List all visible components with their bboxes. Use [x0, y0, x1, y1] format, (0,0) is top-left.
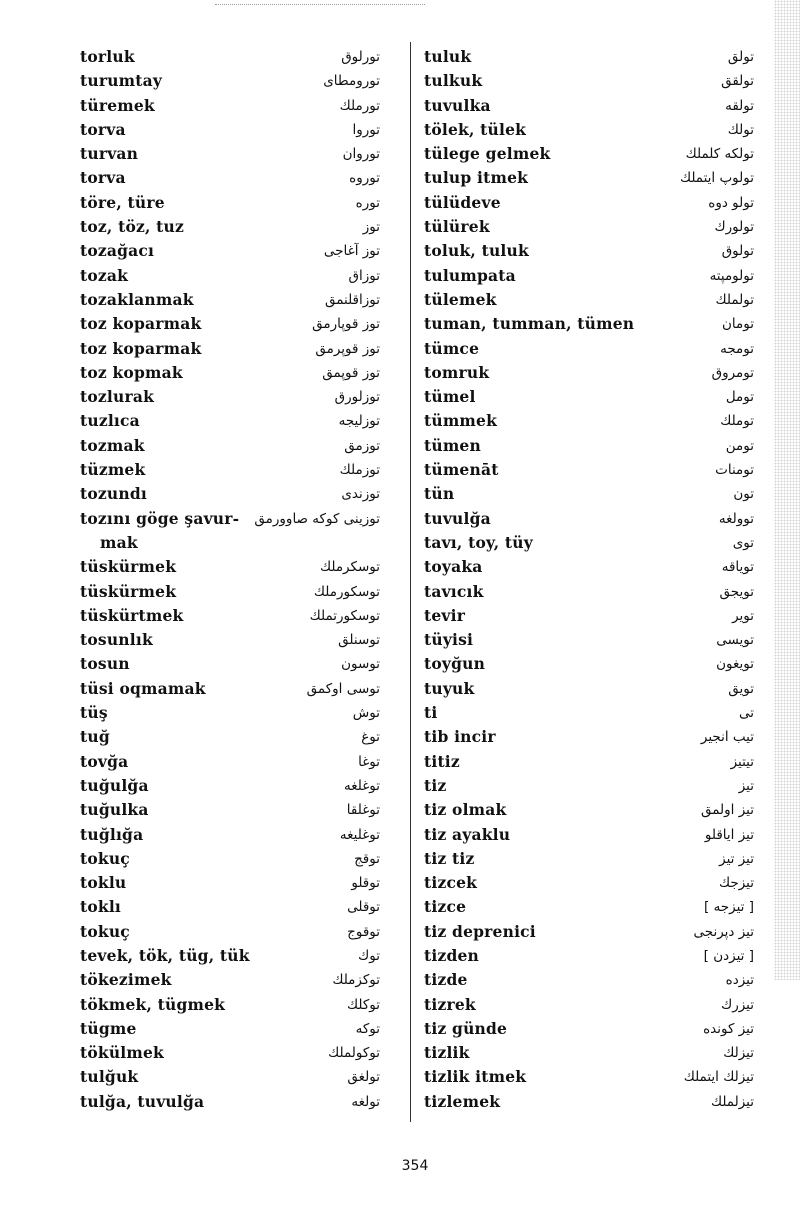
dictionary-entry — [80, 1065, 380, 1089]
entry-transliteration: tökezimek — [80, 970, 172, 990]
entry-transliteration: tizrek — [424, 994, 476, 1014]
dictionary-entry — [80, 920, 380, 944]
entry-transliteration: toklu — [80, 873, 127, 893]
entry-ottoman-script: توقج — [354, 850, 380, 867]
dictionary-entry — [424, 142, 754, 166]
dictionary-entry — [424, 45, 754, 69]
entry-ottoman-script: تولقه — [725, 97, 754, 114]
dictionary-entry — [80, 701, 380, 725]
entry-transliteration: tuğ — [80, 727, 110, 747]
entry-ottoman-script: تیز — [738, 777, 754, 794]
dictionary-entry — [80, 1041, 380, 1065]
dictionary-entry — [80, 555, 380, 579]
dictionary-entry — [80, 750, 380, 774]
entry-ottoman-script: تیز ایاقلو — [704, 826, 754, 843]
entry-transliteration: turumtay — [80, 71, 163, 91]
entry-ottoman-script: توز قوپمق — [322, 364, 380, 381]
dictionary-entry — [424, 580, 754, 604]
entry-ottoman-script: توروان — [342, 146, 380, 163]
dictionary-entry — [424, 628, 754, 652]
dictionary-entry — [424, 1065, 754, 1089]
top-dotted-rule — [215, 4, 425, 5]
entry-ottoman-script: توولغه — [718, 510, 754, 527]
entry-ottoman-script: توكولملك — [328, 1045, 380, 1062]
dictionary-entry — [80, 507, 380, 531]
entry-transliteration: tüsi oqmamak — [80, 678, 206, 698]
dictionary-entry — [424, 264, 754, 288]
entry-transliteration: tüskürmek — [80, 557, 177, 577]
entry-ottoman-script: توز قوپرمق — [315, 340, 380, 357]
entry-ottoman-script: توروه — [349, 170, 380, 187]
dictionary-entry — [80, 385, 380, 409]
entry-ottoman-script: تی — [738, 705, 754, 722]
entry-ottoman-script: توزینی کوکه صاوورمق — [254, 510, 380, 527]
entry-transliteration: tuğulka — [80, 800, 149, 820]
dictionary-entry — [80, 458, 380, 482]
entry-ottoman-script: توسكرملك — [319, 559, 380, 576]
dictionary-entry — [80, 434, 380, 458]
entry-transliteration: tizde — [424, 970, 468, 990]
dictionary-entry — [80, 993, 380, 1017]
entry-ottoman-script: توزمق — [344, 437, 380, 454]
entry-transliteration: tomruk — [424, 362, 490, 382]
dictionary-entry — [80, 239, 380, 263]
dictionary-entry — [424, 166, 754, 190]
dictionary-entry — [424, 1041, 754, 1065]
dictionary-entry — [80, 482, 380, 506]
dictionary-entry — [80, 191, 380, 215]
entry-transliteration: tüskürtmek — [80, 605, 184, 625]
entry-ottoman-script: تیزرك — [721, 996, 754, 1013]
entry-transliteration: tulumpata — [424, 265, 516, 285]
entry-transliteration: tuğulğa — [80, 775, 149, 795]
dictionary-entry — [424, 701, 754, 725]
dictionary-entry — [80, 798, 380, 822]
entry-ottoman-script: تولوپ ایتملك — [679, 170, 754, 187]
entry-transliteration: tülemek — [424, 289, 497, 309]
entry-transliteration: tümel — [424, 387, 476, 407]
entry-ottoman-script: تولملك — [715, 291, 754, 308]
entry-ottoman-script: تولكه كلملك — [685, 146, 754, 163]
entry-transliteration: tizce — [424, 897, 467, 917]
entry-transliteration: tuvulğa — [424, 508, 491, 528]
entry-transliteration: tiz deprenici — [424, 921, 536, 941]
entry-transliteration: tülüdeve — [424, 192, 501, 212]
entry-transliteration: tozak — [80, 265, 129, 285]
entry-transliteration: tevir — [424, 605, 466, 625]
dictionary-entry — [424, 871, 754, 895]
entry-transliteration: tizcek — [424, 873, 478, 893]
entry-ottoman-script: تومروق — [711, 364, 754, 381]
entry-ottoman-script: تومن — [725, 437, 754, 454]
dictionary-entry — [80, 652, 380, 676]
entry-transliteration: tügme — [80, 1018, 137, 1038]
entry-transliteration: tozlurak — [80, 387, 155, 407]
entry-ottoman-script: توزملك — [339, 462, 380, 479]
dictionary-entry — [80, 45, 380, 69]
entry-transliteration: tiz günde — [424, 1018, 508, 1038]
entry-ottoman-script: توزلیجه — [338, 413, 380, 430]
entry-transliteration: torluk — [80, 47, 135, 66]
dictionary-entry — [80, 677, 380, 701]
dictionary-entry — [424, 750, 754, 774]
entry-transliteration: tüyisi — [424, 630, 474, 650]
entry-ottoman-script: تومان — [722, 316, 754, 333]
dictionary-entry — [424, 677, 754, 701]
entry-ottoman-script: توغلغه — [343, 777, 380, 794]
entry-transliteration: tulkuk — [424, 71, 483, 91]
dictionary-entry — [80, 1017, 380, 1041]
entry-transliteration: tuluk — [424, 47, 472, 66]
entry-transliteration: tuğlığa — [80, 824, 144, 844]
entry-transliteration: tizlemek — [424, 1091, 501, 1111]
entry-transliteration: toyaka — [424, 557, 483, 577]
entry-ottoman-script: تولك — [727, 121, 754, 138]
dictionary-entry — [424, 920, 754, 944]
entry-ottoman-script: توسكورملك — [313, 583, 380, 600]
entry-ottoman-script: تومجه — [720, 340, 754, 357]
entry-ottoman-script: توسكورتملك — [309, 607, 380, 624]
dictionary-entry — [424, 652, 754, 676]
entry-ottoman-script: توملك — [720, 413, 754, 430]
entry-transliteration: tüzmek — [80, 460, 146, 480]
entry-transliteration: tuvulka — [424, 95, 491, 115]
entry-transliteration: tümenāt — [424, 460, 499, 480]
dictionary-entry — [424, 118, 754, 142]
entry-ottoman-script: تولقق — [721, 73, 754, 90]
entry-transliteration: tozaklanmak — [80, 289, 194, 309]
dictionary-entry — [424, 409, 754, 433]
entry-transliteration: tozağacı — [80, 241, 155, 261]
entry-ottoman-script: توكزملك — [332, 972, 380, 989]
entry-ottoman-script: تیز دپرنجی — [693, 923, 754, 940]
entry-ottoman-script: توسون — [341, 656, 380, 673]
dictionary-entry — [424, 191, 754, 215]
entry-ottoman-script: تورومطای — [323, 73, 380, 90]
entry-transliteration: tökülmek — [80, 1043, 164, 1063]
entry-transliteration: toluk, tuluk — [424, 241, 529, 261]
entry-transliteration: tosun — [80, 654, 130, 674]
dictionary-entry — [80, 288, 380, 312]
entry-transliteration: tölek, tülek — [424, 119, 527, 139]
entry-transliteration: tülege gelmek — [424, 144, 551, 164]
dictionary-entry — [424, 798, 754, 822]
dictionary-entry — [424, 944, 754, 968]
entry-ottoman-script: تیزلك ایتملك — [683, 1069, 754, 1086]
entry-ottoman-script: توزندی — [341, 486, 380, 503]
entry-ottoman-script: توره — [355, 194, 380, 211]
dictionary-entry — [424, 847, 754, 871]
entry-transliteration: torva — [80, 168, 126, 188]
dictionary-entry — [80, 628, 380, 652]
entry-transliteration: türemek — [80, 95, 155, 115]
dictionary-entry — [424, 288, 754, 312]
right-column — [424, 45, 754, 1121]
entry-ottoman-script: تولغه — [351, 1093, 380, 1110]
entry-ottoman-script: توغلیغه — [339, 826, 380, 843]
entry-transliteration: tüş — [80, 703, 108, 723]
entry-ottoman-script: تیز تیز — [719, 850, 754, 867]
dictionary-entry — [80, 604, 380, 628]
entry-ottoman-script: توكه — [355, 1020, 380, 1037]
dictionary-entry — [424, 774, 754, 798]
entry-ottoman-script: توغلقا — [346, 802, 380, 819]
dictionary-entry — [424, 895, 754, 919]
dictionary-entry — [80, 264, 380, 288]
entry-transliteration: toklı — [80, 897, 122, 917]
entry-ottoman-script: تورملك — [339, 97, 380, 114]
dictionary-entry — [424, 1017, 754, 1041]
entry-transliteration: tozmak — [80, 435, 145, 455]
entry-transliteration: tozını göge şavur- — [80, 508, 240, 528]
entry-transliteration: tuzlıca — [80, 411, 140, 431]
entry-transliteration: mak — [100, 532, 138, 552]
dictionary-entry — [424, 312, 754, 336]
entry-ottoman-script: تیزجك — [718, 875, 754, 892]
entry-transliteration: toz, töz, tuz — [80, 217, 185, 237]
entry-ottoman-script: تیز اولمق — [700, 802, 754, 819]
entry-transliteration: tizlik itmek — [424, 1067, 527, 1087]
entry-transliteration: tizden — [424, 945, 480, 965]
entry-ottoman-script: توش — [352, 705, 380, 722]
entry-transliteration: toz koparmak — [80, 338, 202, 358]
dictionary-entry — [424, 725, 754, 749]
entry-transliteration: tovğa — [80, 751, 129, 771]
entry-ottoman-script: تویسی — [716, 632, 754, 649]
entry-ottoman-script: توروا — [352, 121, 380, 138]
entry-ottoman-script: توزاق — [348, 267, 380, 284]
entry-ottoman-script: تویجق — [719, 583, 754, 600]
dictionary-entry — [80, 823, 380, 847]
entry-ottoman-script: توك — [358, 947, 380, 964]
entry-transliteration: tiz tiz — [424, 848, 475, 868]
entry-transliteration: tiz — [424, 775, 447, 795]
entry-transliteration: tiz ayaklu — [424, 824, 511, 844]
dictionary-entry — [80, 94, 380, 118]
entry-transliteration: turvan — [80, 144, 139, 164]
entry-ottoman-script: توز آغاجی — [323, 243, 380, 260]
entry-transliteration: torva — [80, 119, 126, 139]
entry-transliteration: tulup itmek — [424, 168, 529, 188]
entry-ottoman-script: تویق — [728, 680, 754, 697]
entry-transliteration: tulğa, tuvulğa — [80, 1091, 205, 1111]
dictionary-entry — [424, 337, 754, 361]
entry-ottoman-script: توقوج — [347, 923, 380, 940]
entry-transliteration: tavıcık — [424, 581, 484, 601]
entry-transliteration: tuyuk — [424, 678, 475, 698]
entry-ottoman-script: تورلوق — [341, 49, 380, 65]
entry-ottoman-script: تولومپته — [709, 267, 754, 284]
dictionary-entry — [80, 69, 380, 93]
entry-ottoman-script: توغ — [361, 729, 380, 746]
dictionary-entry — [80, 409, 380, 433]
entry-transliteration: tokuç — [80, 848, 130, 868]
entry-transliteration: tevek, tök, tüg, tük — [80, 945, 250, 965]
entry-transliteration: tosunlık — [80, 630, 153, 650]
entry-transliteration: töre, türe — [80, 192, 165, 212]
dictionary-entry — [80, 118, 380, 142]
dictionary-entry — [80, 725, 380, 749]
dictionary-entry — [80, 580, 380, 604]
dictionary-entry — [424, 434, 754, 458]
entry-ottoman-script: تیزلك — [723, 1045, 754, 1062]
entry-transliteration: tib incir — [424, 727, 496, 747]
entry-ottoman-script: تون — [733, 486, 754, 503]
column-divider — [410, 42, 411, 1122]
entry-ottoman-script: توقلی — [347, 899, 380, 916]
entry-ottoman-script: تولغق — [347, 1069, 380, 1086]
dictionary-entry — [424, 531, 754, 555]
entry-ottoman-script: تولورك — [714, 219, 754, 236]
dictionary-entry — [80, 142, 380, 166]
dictionary-entry — [424, 604, 754, 628]
entry-ottoman-script: توی — [732, 534, 754, 551]
dictionary-entry — [80, 774, 380, 798]
entry-ottoman-script: تویغون — [716, 656, 754, 673]
dictionary-entry — [424, 507, 754, 531]
entry-transliteration: tökmek, tügmek — [80, 994, 226, 1014]
entry-transliteration: tümce — [424, 338, 480, 358]
dictionary-entry — [80, 337, 380, 361]
entry-ottoman-script: توز قوپارمق — [312, 316, 380, 333]
entry-ottoman-script: تومنات — [715, 462, 754, 479]
dictionary-entry — [424, 823, 754, 847]
dictionary-entry — [80, 847, 380, 871]
entry-ottoman-script: توكلك — [346, 996, 380, 1013]
dictionary-entry — [80, 361, 380, 385]
dictionary-entry — [424, 993, 754, 1017]
entry-ottoman-script: توز — [362, 219, 380, 236]
entry-transliteration: tulğuk — [80, 1067, 139, 1087]
entry-ottoman-script: توغا — [358, 753, 380, 770]
dictionary-entry — [80, 312, 380, 336]
entry-ottoman-script: تویر — [732, 607, 754, 624]
dictionary-entry — [80, 871, 380, 895]
dictionary-entry — [424, 239, 754, 263]
entry-transliteration: tümmek — [424, 411, 498, 431]
entry-ottoman-script: تیب انجیر — [700, 729, 754, 746]
entry-ottoman-script: [ تیزدن ] — [703, 947, 754, 964]
entry-ottoman-script: تیز کونده — [703, 1020, 754, 1037]
dictionary-entry — [424, 69, 754, 93]
page-edge-speckle — [774, 0, 800, 980]
entry-transliteration: tüskürmek — [80, 581, 177, 601]
entry-transliteration: toz koparmak — [80, 314, 202, 334]
left-column — [80, 45, 380, 1121]
entry-transliteration: tün — [424, 484, 455, 504]
page-number: 354 — [401, 1158, 429, 1174]
dictionary-entry — [80, 166, 380, 190]
entry-ottoman-script: توسی اوكمق — [306, 680, 380, 697]
dictionary-entry — [80, 215, 380, 239]
entry-ottoman-script: توسنلق — [338, 632, 380, 649]
entry-ottoman-script: تویاقه — [721, 559, 754, 576]
dictionary-entry — [424, 482, 754, 506]
entry-ottoman-script: تومل — [725, 389, 754, 406]
entry-ottoman-script: توقلو — [351, 875, 380, 892]
entry-transliteration: tavı, toy, tüy — [424, 532, 533, 552]
dictionary-entry — [424, 361, 754, 385]
entry-transliteration: ti — [424, 703, 438, 723]
entry-transliteration: tiz olmak — [424, 800, 507, 820]
entry-transliteration: toz kopmak — [80, 362, 183, 382]
entry-ottoman-script: تولق — [727, 49, 754, 65]
entry-ottoman-script: توزاقلنمق — [324, 291, 380, 308]
entry-transliteration: tozundı — [80, 484, 147, 504]
entry-ottoman-script: تیتیز — [730, 753, 754, 770]
dictionary-entry — [424, 215, 754, 239]
dictionary-entry — [424, 1090, 754, 1114]
entry-transliteration: titiz — [424, 751, 460, 771]
entry-ottoman-script: [ تیزجه ] — [704, 899, 754, 916]
dictionary-entry — [80, 531, 380, 555]
entry-transliteration: toyğun — [424, 654, 486, 674]
entry-transliteration: tokuç — [80, 921, 130, 941]
dictionary-entry — [424, 385, 754, 409]
dictionary-entry — [80, 1090, 380, 1114]
dictionary-entry — [80, 944, 380, 968]
entry-ottoman-script: تیزده — [725, 972, 754, 989]
entry-transliteration: tizlik — [424, 1043, 470, 1063]
entry-transliteration: tülürek — [424, 217, 490, 237]
entry-ottoman-script: توزلورق — [334, 389, 380, 406]
dictionary-entry — [424, 94, 754, 118]
dictionary-entry — [424, 458, 754, 482]
dictionary-entry — [424, 555, 754, 579]
dictionary-entry — [80, 895, 380, 919]
entry-transliteration: tümen — [424, 435, 481, 455]
dictionary-entry — [424, 968, 754, 992]
dictionary-entry — [80, 968, 380, 992]
entry-ottoman-script: تولو دوه — [708, 194, 754, 211]
entry-ottoman-script: تیزلملك — [710, 1093, 754, 1110]
entry-transliteration: tuman, tumman, tümen — [424, 314, 635, 334]
entry-ottoman-script: تولوق — [721, 243, 754, 260]
